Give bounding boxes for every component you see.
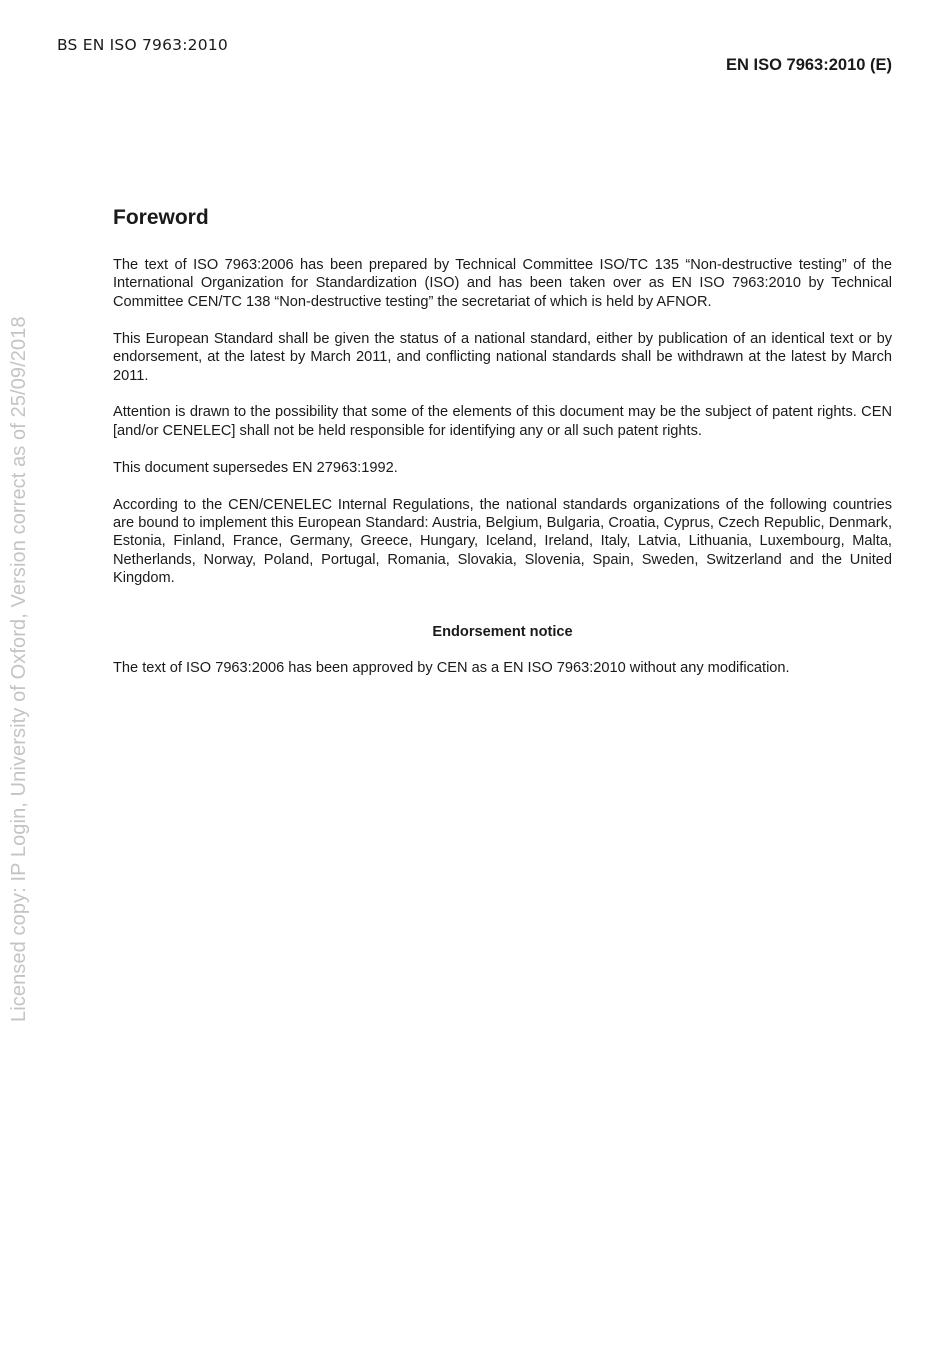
endorsement-text: The text of ISO 7963:2006 has been approved by CEN as a EN ISO 7963:2010 without any modification. bbox=[113, 659, 790, 676]
license-watermark: Licensed copy: IP Login, University of Oxford, Version correct as of 25/09/2018 bbox=[8, 316, 30, 1022]
foreword-paragraph-2: This European Standard shall be given the status of a national standard, either by publication of an identical text or by endorsement, at the latest by March 2011, and conflicting national standards shall be withdrawn at the latest by March 2011. bbox=[113, 330, 892, 384]
foreword-paragraph-4: This document supersedes EN 27963:1992. bbox=[113, 459, 398, 476]
foreword-title: Foreword bbox=[113, 206, 209, 229]
standard-id-header: EN ISO 7963:2010 (E) bbox=[726, 56, 892, 74]
document-id-header: BS EN ISO 7963:2010 bbox=[57, 36, 228, 54]
foreword-section bbox=[113, 206, 892, 696]
foreword-paragraph-3: Attention is drawn to the possibility that some of the elements of this document may be the subject of patent rights. CEN [and/or CENELEC] shall not be held responsible for identifying any or all such patent rights. bbox=[113, 404, 892, 439]
foreword-paragraph-5: According to the CEN/CENELEC Internal Regulations, the national standards organizations of the following countries are bound to implement this European Standard: Austria, Belgium, Bulgaria, Croatia, Cyprus, Czech Republic, Denmark, Estonia, Finland, France, Germany, Greece, Hungary, Iceland, Ireland, Italy, Latvia, Lithuania, Luxembourg, Malta, Netherlands, Norway, Poland, Portugal, Romania, Slovakia, Slovenia, Spain, Sweden, Switzerland and the United Kingdom. bbox=[113, 496, 892, 587]
foreword-paragraph-1: The text of ISO 7963:2006 has been prepared by Technical Committee ISO/TC 135 “Non-destructive testing” of the International Organization for Standardization (ISO) and has been taken over as EN ISO 7963:2010 by Technical Committee CEN/TC 138 “Non-destructive testing” the secretariat of which is held by AFNOR. bbox=[113, 257, 892, 310]
endorsement-heading: Endorsement notice bbox=[432, 623, 573, 640]
